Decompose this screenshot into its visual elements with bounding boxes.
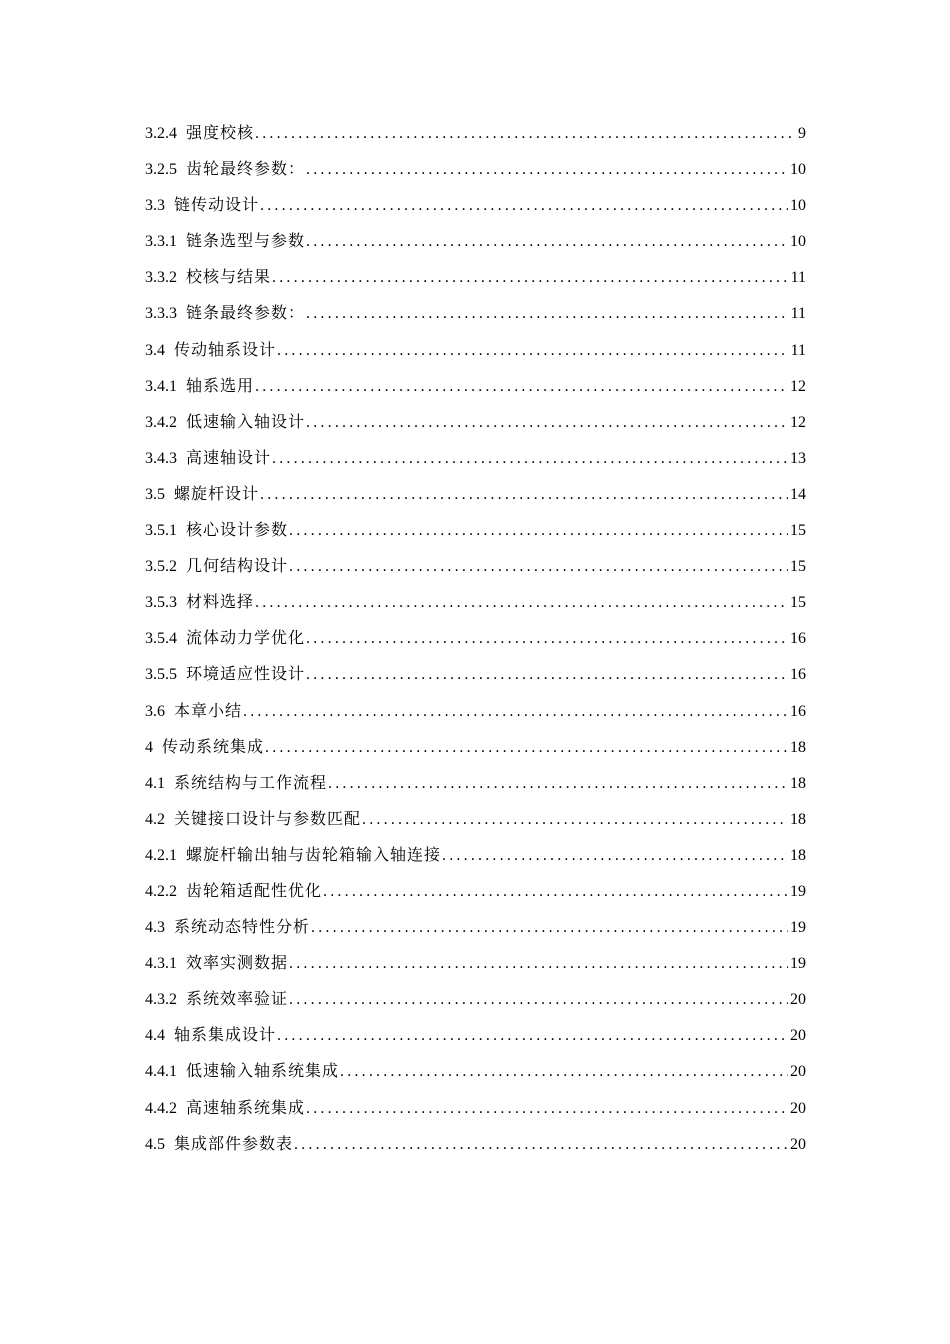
toc-dot-leader <box>340 1054 788 1090</box>
toc-entry-page: 20 <box>790 1027 806 1045</box>
toc-entry-page: 14 <box>790 485 806 503</box>
toc-entry[interactable] <box>145 657 806 693</box>
toc-entry-number: 3.4.2 <box>145 413 177 431</box>
toc-entry-title: 轴系选用 <box>186 377 255 395</box>
toc-entry[interactable] <box>145 802 806 838</box>
toc-entry-title: 系统动态特性分析 <box>174 919 311 937</box>
toc-entry-page: 12 <box>790 377 806 395</box>
toc-entry-number: 3.2.5 <box>145 161 177 179</box>
toc-entry-title: 环境适应性设计 <box>186 666 306 684</box>
toc-entry-page: 10 <box>790 197 806 215</box>
toc-entry[interactable] <box>145 1091 806 1127</box>
toc-entry-page: 19 <box>790 882 806 900</box>
toc-entry[interactable] <box>145 838 806 874</box>
toc-entry-title: 效率实测数据 <box>186 955 289 973</box>
toc-dot-leader <box>260 477 788 513</box>
toc-entry[interactable] <box>145 982 806 1018</box>
toc-entry-title: 集成部件参数表 <box>174 1135 294 1153</box>
toc-entry-number: 4.5 <box>145 1135 165 1153</box>
toc-entry[interactable] <box>145 405 806 441</box>
toc-entry-title: 校核与结果 <box>186 269 272 287</box>
toc-dot-leader <box>306 657 788 693</box>
toc-dot-leader <box>306 405 788 441</box>
toc-dot-leader <box>243 694 788 730</box>
toc-entry-page: 18 <box>790 810 806 828</box>
toc-entry-page: 20 <box>790 1099 806 1117</box>
toc-entry-number: 4.1 <box>145 774 165 792</box>
toc-dot-leader <box>289 982 788 1018</box>
toc-entry-title: 核心设计参数 <box>186 522 289 540</box>
toc-entry[interactable] <box>145 477 806 513</box>
toc-entry[interactable] <box>145 333 806 369</box>
toc-entry-title: 螺旋杆输出轴与齿轮箱输入轴连接 <box>186 846 442 864</box>
toc-entry-number: 3.2.4 <box>145 125 177 142</box>
toc-entry-title: 齿轮箱适配性优化 <box>186 882 323 900</box>
toc-entry-page: 18 <box>790 738 806 756</box>
toc-entry[interactable] <box>145 874 806 910</box>
toc-dot-leader <box>311 910 788 946</box>
toc-dot-leader <box>306 224 788 260</box>
toc-entry[interactable] <box>145 730 806 766</box>
toc-entry-number: 3.5.1 <box>145 522 177 540</box>
toc-entry-number: 4 <box>145 738 153 756</box>
toc-entry-title: 系统结构与工作流程 <box>174 774 328 792</box>
toc-entry[interactable] <box>145 946 806 982</box>
toc-entry-number: 3.5.4 <box>145 630 177 648</box>
toc-entry-page: 10 <box>790 233 806 251</box>
toc-entry-page: 16 <box>790 630 806 648</box>
toc-dot-leader <box>255 369 788 405</box>
toc-entry-number: 3.5.3 <box>145 594 177 612</box>
toc-entry-title: 链条选型与参数 <box>186 233 306 251</box>
toc-dot-leader <box>277 333 789 369</box>
toc-entry[interactable] <box>145 585 806 621</box>
toc-entry[interactable] <box>145 1127 806 1163</box>
toc-entry-title: 轴系集成设计 <box>174 1027 277 1045</box>
toc-dot-leader <box>289 946 788 982</box>
toc-entry-page: 18 <box>790 774 806 792</box>
toc-entry-page: 20 <box>790 1135 806 1153</box>
toc-entry[interactable] <box>145 369 806 405</box>
toc-entry-page: 18 <box>790 846 806 864</box>
toc-entry-page: 11 <box>790 269 806 287</box>
toc-entry-number: 3.4 <box>145 341 165 359</box>
toc-entry-page: 20 <box>790 991 806 1009</box>
toc-entry[interactable] <box>145 621 806 657</box>
toc-entry-number: 3.5.5 <box>145 666 177 684</box>
toc-dot-leader <box>289 549 788 585</box>
toc-entry-number: 4.4.1 <box>145 1063 177 1081</box>
toc-entry-number: 3.4.1 <box>145 377 177 395</box>
toc-entry-page: 15 <box>790 522 806 540</box>
toc-entry-title: 关键接口设计与参数匹配 <box>174 810 362 828</box>
toc-entry[interactable] <box>145 910 806 946</box>
toc-entry[interactable] <box>145 152 806 188</box>
toc-entry-number: 3.3.1 <box>145 233 177 251</box>
toc-entry-page: 10 <box>790 161 806 179</box>
toc-entry-number: 3.4.3 <box>145 449 177 467</box>
toc-dot-leader <box>289 513 788 549</box>
toc-entry-number: 3.5 <box>145 485 165 503</box>
toc-entry[interactable] <box>145 1018 806 1054</box>
toc-entry-number: 3.3.3 <box>145 305 177 323</box>
toc-dot-leader <box>255 585 788 621</box>
toc-entry-number: 4.2.1 <box>145 846 177 864</box>
toc-entry-page: 11 <box>790 341 806 359</box>
toc-entry-number: 4.3 <box>145 919 165 937</box>
toc-entry-number: 4.2.2 <box>145 882 177 900</box>
toc-dot-leader <box>306 1091 788 1127</box>
toc-entry-number: 3.3.2 <box>145 269 177 287</box>
toc-dot-leader <box>442 838 788 874</box>
toc-entry-title: 高速轴设计 <box>186 449 272 467</box>
toc-entry-title: 低速输入轴设计 <box>186 413 306 431</box>
toc-entry-title: 齿轮最终参数： <box>186 161 306 179</box>
toc-entry-page: 11 <box>790 305 806 323</box>
toc-entry-page: 9 <box>798 125 806 142</box>
toc-entry[interactable] <box>145 549 806 585</box>
toc-entry[interactable] <box>145 116 806 152</box>
toc-dot-leader <box>328 766 788 802</box>
toc-entry-title: 系统效率验证 <box>186 991 289 1009</box>
toc-entry-number: 4.3.2 <box>145 991 177 1009</box>
toc-entry-page: 20 <box>790 1063 806 1081</box>
toc-entry-page: 19 <box>790 919 806 937</box>
table-of-contents <box>145 116 806 1163</box>
toc-entry-number: 3.3 <box>145 197 165 215</box>
toc-entry-page: 16 <box>790 702 806 720</box>
toc-entry-title: 高速轴系统集成 <box>186 1099 306 1117</box>
toc-entry[interactable] <box>145 694 806 730</box>
toc-dot-leader <box>323 874 788 910</box>
toc-entry-number: 3.5.2 <box>145 558 177 576</box>
toc-entry-title: 链传动设计 <box>174 197 260 215</box>
toc-dot-leader <box>306 152 788 188</box>
toc-dot-leader <box>272 441 788 477</box>
toc-entry-title: 几何结构设计 <box>186 558 289 576</box>
toc-entry-title: 传动轴系设计 <box>174 341 277 359</box>
toc-entry-title: 链条最终参数： <box>186 305 306 323</box>
toc-entry-page: 19 <box>790 955 806 973</box>
toc-entry-number: 3.6 <box>145 702 165 720</box>
toc-entry-number: 4.3.1 <box>145 955 177 973</box>
toc-entry-number: 4.4.2 <box>145 1099 177 1117</box>
toc-entry[interactable] <box>145 1054 806 1090</box>
toc-entry[interactable] <box>145 766 806 802</box>
toc-entry-page: 12 <box>790 413 806 431</box>
toc-entry-title: 本章小结 <box>174 702 243 720</box>
toc-entry-page: 15 <box>790 558 806 576</box>
toc-entry[interactable] <box>145 188 806 224</box>
toc-entry-page: 13 <box>790 449 806 467</box>
toc-dot-leader <box>272 260 789 296</box>
toc-entry-title: 材料选择 <box>186 594 255 612</box>
toc-entry-page: 15 <box>790 594 806 612</box>
toc-entry-title: 传动系统集成 <box>162 738 265 756</box>
toc-dot-leader <box>255 116 796 152</box>
toc-dot-leader <box>306 296 789 332</box>
toc-entry-title: 流体动力学优化 <box>186 630 306 648</box>
toc-entry[interactable] <box>145 441 806 477</box>
toc-entry-page: 16 <box>790 666 806 684</box>
toc-dot-leader <box>362 802 788 838</box>
toc-entry-title: 螺旋杆设计 <box>174 485 260 503</box>
toc-dot-leader <box>260 188 788 224</box>
toc-entry-title: 低速输入轴系统集成 <box>186 1063 340 1081</box>
toc-dot-leader <box>277 1018 788 1054</box>
toc-entry-title: 强度校核 <box>186 125 255 142</box>
toc-entry[interactable] <box>145 513 806 549</box>
toc-entry[interactable] <box>145 224 806 260</box>
toc-entry-number: 4.2 <box>145 810 165 828</box>
toc-entry[interactable] <box>145 260 806 296</box>
toc-dot-leader <box>294 1127 788 1163</box>
toc-entry-number: 4.4 <box>145 1027 165 1045</box>
toc-entry[interactable] <box>145 296 806 332</box>
toc-dot-leader <box>265 730 788 766</box>
toc-dot-leader <box>306 621 788 657</box>
